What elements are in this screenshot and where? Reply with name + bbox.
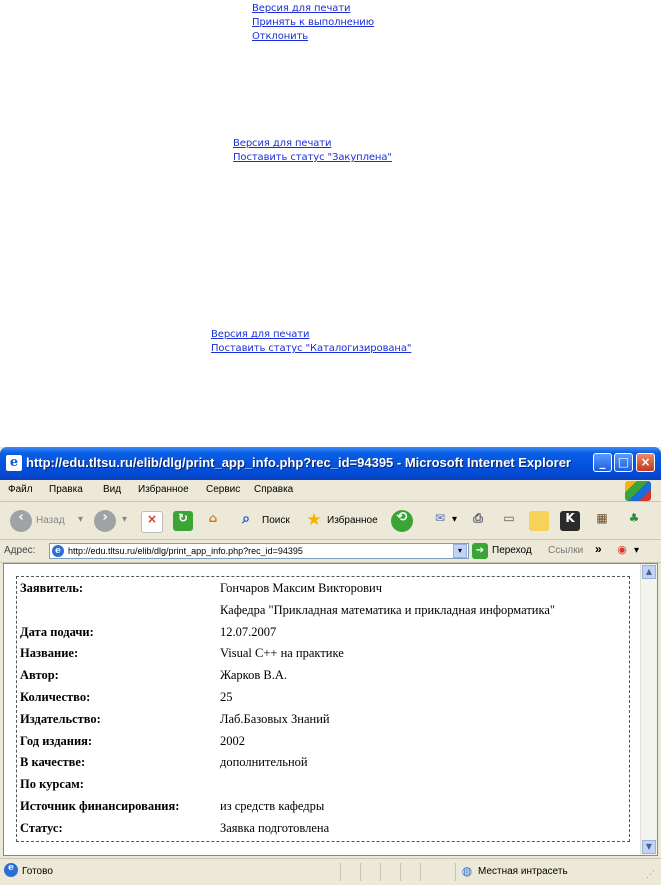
application-details-table bbox=[16, 576, 630, 842]
field-value: 2002 bbox=[220, 733, 245, 748]
favorites-star-icon[interactable]: ★ bbox=[306, 510, 322, 530]
field-value: Visual C++ на практике bbox=[220, 646, 344, 661]
links-label[interactable]: Ссылки bbox=[548, 545, 584, 556]
go-arrow-icon[interactable]: ➔ bbox=[472, 543, 488, 559]
page-done-icon: e bbox=[4, 863, 18, 877]
forward-arrow-icon[interactable]: › bbox=[94, 510, 116, 532]
field-label: Статус: bbox=[20, 820, 63, 835]
forward-dropdown-icon[interactable]: ▾ bbox=[122, 514, 128, 525]
field-value: 12.07.2007 bbox=[220, 624, 277, 639]
window-title: http://edu.tltsu.ru/elib/dlg/print_app_info.php?rec_id=94395 - Microsoft Internet Explorer bbox=[26, 455, 571, 470]
messenger-icon[interactable]: ♣ bbox=[628, 511, 640, 525]
field-value: Гончаров Максим Викторович bbox=[220, 581, 382, 595]
status-bar bbox=[0, 858, 661, 885]
print-icon[interactable]: ⎙ bbox=[473, 511, 483, 525]
link-print-version-2[interactable]: Версия для печати bbox=[233, 138, 332, 149]
address-url: http://edu.tltsu.ru/elib/dlg/print_app_info.php?rec_id=94395 bbox=[68, 546, 303, 556]
field-value: дополнительной bbox=[220, 755, 308, 770]
addon-dropdown-icon[interactable]: ▾ bbox=[634, 545, 640, 556]
field-value: из средств кафедры bbox=[220, 799, 325, 813]
toolbar bbox=[0, 502, 661, 540]
minimize-icon[interactable]: _ bbox=[593, 453, 612, 472]
field-label: Источник финансирования: bbox=[20, 799, 180, 813]
menu-tools[interactable]: Сервис bbox=[206, 484, 241, 495]
scroll-up-icon[interactable]: ▲ bbox=[642, 565, 656, 579]
status-divider bbox=[340, 863, 341, 881]
address-label: Адрес: bbox=[4, 545, 36, 556]
mail-icon[interactable]: ✉ bbox=[434, 511, 446, 525]
table-row bbox=[20, 799, 626, 821]
folder-icon[interactable] bbox=[529, 511, 549, 531]
table-row bbox=[20, 821, 626, 843]
intranet-zone-icon: ◍ bbox=[461, 864, 473, 878]
field-value: Заявка подготовлена bbox=[220, 820, 330, 835]
edit-icon[interactable]: ▭ bbox=[503, 511, 515, 525]
favorites-button-label[interactable]: Избранное bbox=[327, 515, 378, 526]
home-icon[interactable]: ⌂ bbox=[208, 511, 218, 525]
status-divider bbox=[400, 863, 401, 881]
ie-window bbox=[0, 447, 661, 885]
title-bar[interactable] bbox=[0, 447, 661, 480]
table-row bbox=[20, 690, 626, 712]
field-label: Год издания: bbox=[20, 733, 93, 748]
link-reject[interactable]: Отклонить bbox=[252, 31, 309, 42]
refresh-icon[interactable]: ↻ bbox=[173, 511, 193, 531]
link-print-version-1[interactable]: Версия для печати bbox=[252, 3, 351, 14]
ie-icon: e bbox=[6, 455, 22, 471]
research-icon[interactable]: ▦ bbox=[596, 511, 608, 525]
table-row bbox=[20, 625, 626, 647]
table-row bbox=[20, 668, 626, 690]
back-button-label[interactable]: Назад bbox=[36, 515, 65, 526]
search-button-label[interactable]: Поиск bbox=[262, 515, 290, 526]
menu-view[interactable]: Вид bbox=[103, 484, 122, 495]
links-chevron-icon[interactable]: » bbox=[595, 542, 602, 556]
table-row bbox=[20, 712, 626, 734]
status-divider bbox=[420, 863, 421, 881]
link-print-version-3[interactable]: Версия для печати bbox=[211, 329, 310, 340]
security-zone-text: Местная интрасеть bbox=[478, 866, 568, 877]
status-divider bbox=[455, 863, 456, 881]
link-set-status-purchased[interactable]: Поставить статус "Закуплена" bbox=[233, 152, 392, 163]
field-label: Издательство: bbox=[20, 711, 101, 726]
mail-dropdown-icon[interactable]: ▾ bbox=[452, 514, 458, 525]
field-label: Дата подачи: bbox=[20, 624, 94, 639]
back-arrow-icon[interactable]: ‹ bbox=[10, 510, 32, 532]
link-set-status-catalogued[interactable]: Поставить статус "Каталогизирована" bbox=[211, 343, 412, 354]
stop-icon[interactable]: × bbox=[141, 511, 163, 533]
field-value: Кафедра "Прикладная математика и прикладная информатика" bbox=[220, 602, 556, 617]
table-row bbox=[20, 734, 626, 756]
page-icon: e bbox=[52, 545, 64, 557]
status-text: Готово bbox=[22, 866, 53, 877]
field-label: Автор: bbox=[20, 668, 59, 683]
menu-favorites[interactable]: Избранное bbox=[138, 484, 189, 495]
field-label: В качестве: bbox=[20, 755, 86, 770]
table-row bbox=[20, 603, 626, 625]
page-content bbox=[3, 563, 658, 856]
table-row bbox=[20, 646, 626, 668]
vertical-scrollbar[interactable] bbox=[640, 564, 657, 855]
menu-help[interactable]: Справка bbox=[254, 484, 294, 495]
address-dropdown-icon[interactable]: ▾ bbox=[453, 544, 467, 558]
link-accept[interactable]: Принять к выполнению bbox=[252, 17, 375, 28]
field-label: Количество: bbox=[20, 690, 91, 704]
windows-logo-icon bbox=[625, 481, 651, 501]
history-icon[interactable]: ⟲ bbox=[391, 510, 413, 532]
close-icon[interactable]: × bbox=[636, 453, 655, 472]
scroll-down-icon[interactable]: ▼ bbox=[642, 840, 656, 854]
table-row bbox=[20, 581, 626, 603]
status-divider bbox=[380, 863, 381, 881]
field-label: Название: bbox=[20, 646, 79, 661]
field-label: Заявитель: bbox=[20, 581, 84, 595]
k-icon[interactable]: K bbox=[560, 511, 580, 531]
resize-grip-icon[interactable]: ⋰ bbox=[646, 869, 655, 879]
table-row bbox=[20, 777, 626, 799]
go-button-label[interactable]: Переход bbox=[492, 545, 532, 556]
table-row bbox=[20, 755, 626, 777]
status-divider bbox=[360, 863, 361, 881]
back-dropdown-icon[interactable]: ▾ bbox=[78, 514, 84, 525]
menu-file[interactable]: Файл bbox=[8, 484, 33, 495]
maximize-icon[interactable]: □ bbox=[614, 453, 633, 472]
field-value: 25 bbox=[220, 690, 233, 704]
field-label: По курсам: bbox=[20, 777, 84, 792]
search-icon[interactable]: ⌕ bbox=[242, 511, 250, 527]
address-bar bbox=[0, 540, 661, 563]
address-input[interactable] bbox=[49, 543, 469, 559]
addon-icon[interactable]: ◉ bbox=[617, 543, 627, 556]
field-value: Лаб.Базовых Знаний bbox=[220, 711, 330, 726]
menu-bar bbox=[0, 480, 661, 502]
menu-edit[interactable]: Правка bbox=[49, 484, 83, 495]
field-value: Жарков В.А. bbox=[220, 668, 288, 683]
